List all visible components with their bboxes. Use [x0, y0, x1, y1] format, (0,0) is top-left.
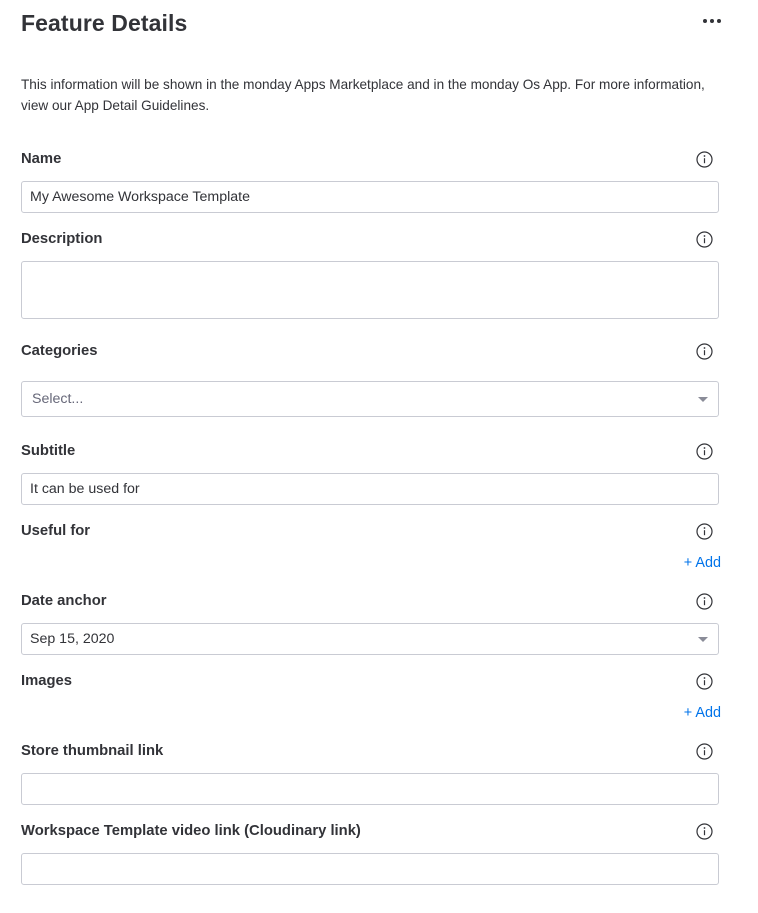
info-icon[interactable]: [696, 443, 713, 460]
info-icon[interactable]: [696, 343, 713, 360]
name-input[interactable]: [21, 181, 719, 213]
more-dot: [717, 19, 721, 23]
name-value: My Awesome Workspace Template: [30, 189, 251, 205]
video-link-input[interactable]: [21, 853, 719, 885]
subtitle-label: Subtitle: [21, 443, 76, 459]
video-link-label: Workspace Template video link (Cloudinary link): [21, 823, 361, 839]
info-icon[interactable]: [696, 823, 713, 840]
store-thumbnail-input[interactable]: [21, 773, 719, 805]
useful-for-add-link[interactable]: + Add: [683, 555, 721, 571]
categories-placeholder: Select...: [32, 391, 84, 407]
useful-for-label: Useful for: [21, 523, 91, 539]
chevron-down-icon: [698, 637, 708, 642]
store-thumbnail-label: Store thumbnail link: [21, 743, 164, 759]
info-icon[interactable]: [696, 523, 713, 540]
subtitle-value: It can be used for: [30, 481, 140, 497]
info-icon[interactable]: [696, 593, 713, 610]
info-icon[interactable]: [696, 743, 713, 760]
images-add-link[interactable]: + Add: [683, 705, 721, 721]
intro-text: This information will be shown in the monday Apps Marketplace and in the monday Os App. For more information, view our App Detail Guidelines.: [21, 77, 705, 113]
subtitle-input[interactable]: [21, 473, 719, 505]
name-label: Name: [21, 151, 62, 167]
date-anchor-label: Date anchor: [21, 593, 107, 609]
info-icon[interactable]: [696, 151, 713, 168]
more-options-button[interactable]: [698, 12, 726, 30]
chevron-down-icon: [698, 397, 708, 402]
more-dot: [710, 19, 714, 23]
more-horizontal-icon: [703, 19, 707, 23]
info-icon[interactable]: [696, 231, 713, 248]
page-title: Feature Details: [21, 10, 188, 36]
images-label: Images: [21, 673, 72, 689]
date-anchor-picker[interactable]: [21, 623, 719, 655]
categories-select[interactable]: [21, 381, 719, 417]
description-textarea[interactable]: [21, 261, 719, 319]
info-icon[interactable]: [696, 673, 713, 690]
date-anchor-value: Sep 15, 2020: [30, 631, 115, 647]
description-label: Description: [21, 231, 103, 247]
categories-label: Categories: [21, 343, 98, 359]
